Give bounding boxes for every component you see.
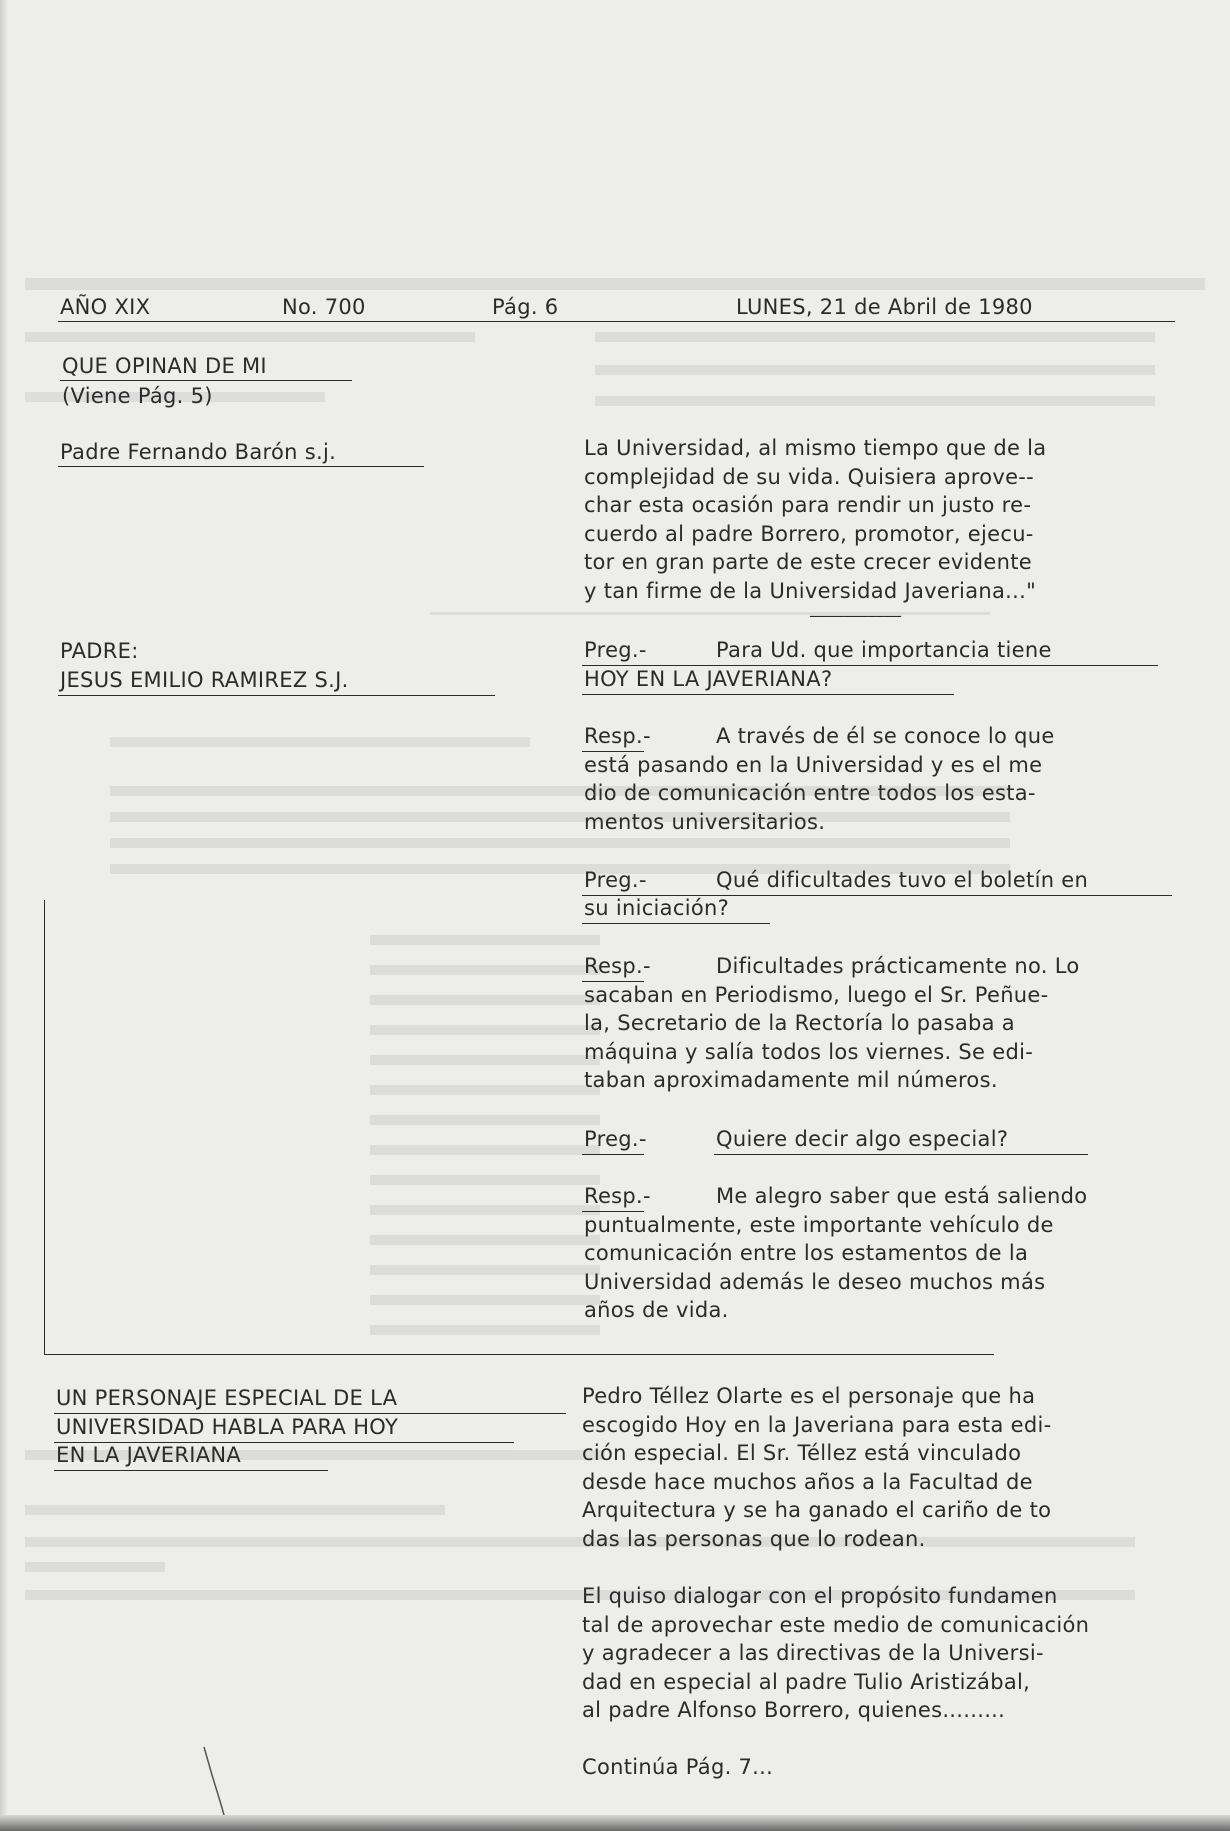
section-title-underline (60, 380, 352, 381)
author-name: Padre Fernando Barón s.j. (60, 440, 337, 464)
section3-paragraph (582, 1582, 1089, 1725)
text-line: máquina y salía todos los viernes. Se edi- (584, 1039, 1034, 1064)
section-subtitle: (Viene Pág. 5) (62, 384, 213, 408)
question-underline (582, 694, 954, 695)
section-title: UNIVERSIDAD HABLA PARA HOY (56, 1415, 399, 1439)
section-title: UN PERSONAJE ESPECIAL DE LA (56, 1386, 398, 1410)
question-label: Preg.- (584, 638, 647, 662)
text-line: char esta ocasión para rendir un justo re- (584, 493, 1032, 518)
header-date: LUNES, 21 de Abril de 1980 (736, 295, 1033, 319)
text-line: comunicación entre los estamentos de la (584, 1241, 1029, 1266)
question-text: su iniciación? (584, 896, 730, 920)
question-text: Quiere decir algo especial? (716, 1127, 1009, 1151)
text-line: sacaban en Periodismo, luego el Sr. Peñue- (584, 982, 1049, 1007)
text-line: La Universidad, al mismo tiempo que de la (584, 436, 1047, 460)
text-line: A través de él se conoce lo que (716, 724, 1055, 748)
text-line: mentos universitarios. (584, 809, 826, 834)
text-line: tor en gran parte de este crecer evidente (584, 550, 1032, 575)
answer-label: Resp.- (584, 724, 651, 748)
interviewee-label: PADRE: (60, 639, 139, 663)
page-edge-shadow (0, 0, 8, 1831)
text-line: dad en especial al padre Tulio Aristizábal, (582, 1669, 1031, 1694)
question-label-underline (582, 1154, 644, 1155)
text-line: y tan firme de la Universidad Javeriana..." (584, 578, 1037, 603)
text-line: cuerdo al padre Borrero, promotor, ejecu- (584, 521, 1034, 546)
header-year: AÑO XIX (60, 295, 151, 319)
text-line: desde hace muchos años a la Facultad de (582, 1469, 1033, 1494)
text-line: Arquitectura y se ha ganado el cariño de to (582, 1498, 1052, 1523)
text-line: Universidad además le deseo muchos más (584, 1269, 1046, 1294)
text-line: ción especial. El Sr. Téllez está vinculado (582, 1441, 1022, 1466)
interviewee-underline (58, 695, 495, 696)
text-line: y agradecer a las directivas de la Universi- (582, 1641, 1044, 1666)
continues-note: Continúa Pág. 7... (582, 1755, 774, 1779)
answer-paragraph (584, 1182, 1087, 1325)
answer-label: Resp.- (584, 954, 651, 978)
question-underline (582, 923, 770, 924)
section-title: EN LA JAVERIANA (56, 1443, 242, 1467)
text-line: das las personas que lo rodean. (582, 1526, 926, 1551)
section-title: QUE OPINAN DE MI (62, 354, 267, 378)
author-underline (58, 466, 424, 467)
text-line: Pedro Téllez Olarte es el personaje que ha (582, 1384, 1036, 1408)
question-text: Qué dificultades tuvo el boletín en (716, 868, 1089, 892)
header-number: No. 700 (282, 295, 366, 319)
question-underline (714, 1154, 1088, 1155)
text-line: Dificultades prácticamente no. Lo (716, 954, 1080, 978)
answer-paragraph (584, 952, 1080, 1095)
text-line: El quiso dialogar con el propósito fundamen (582, 1584, 1058, 1608)
answer-label: Resp.- (584, 1184, 651, 1208)
text-line: taban aproximadamente mil números. (584, 1068, 998, 1093)
box-bottom-rule (44, 1354, 994, 1355)
section3-paragraph (582, 1382, 1051, 1554)
text-line: dio de comunicación entre todos los esta- (584, 781, 1036, 806)
interviewee-name: JESUS EMILIO RAMIREZ S.J. (60, 668, 349, 692)
question-text: HOY EN LA JAVERIANA? (584, 667, 833, 691)
text-line: está pasando en la Universidad y es el me (584, 752, 1043, 777)
text-line: años de vida. (584, 1298, 729, 1323)
answer-paragraph (584, 722, 1055, 836)
text-line: Me alegro saber que está saliendo (716, 1184, 1088, 1208)
section-divider: ___________ (810, 598, 902, 617)
section1-paragraph (584, 434, 1046, 606)
text-line: la, Secretario de la Rectoría lo pasaba a (584, 1011, 1015, 1036)
page-bottom-shadow (0, 1815, 1230, 1831)
text-line: tal de aprovechar este medio de comunicación (582, 1612, 1090, 1637)
text-line: al padre Alfonso Borrero, quienes......... (582, 1698, 1006, 1723)
text-line: puntualmente, este importante vehículo de (584, 1212, 1054, 1237)
header-page: Pág. 6 (492, 295, 559, 319)
section-title-underline (54, 1470, 328, 1471)
question-text: Para Ud. que importancia tiene (716, 638, 1052, 662)
header-rule (58, 321, 1175, 322)
question-label: Preg.- (584, 868, 647, 892)
text-line: complejidad de su vida. Quisiera aprove-- (584, 464, 1035, 489)
text-line: escogido Hoy en la Javeriana para esta edi- (582, 1412, 1052, 1437)
question-label: Preg.- (584, 1127, 647, 1151)
box-left-rule (44, 900, 45, 1355)
